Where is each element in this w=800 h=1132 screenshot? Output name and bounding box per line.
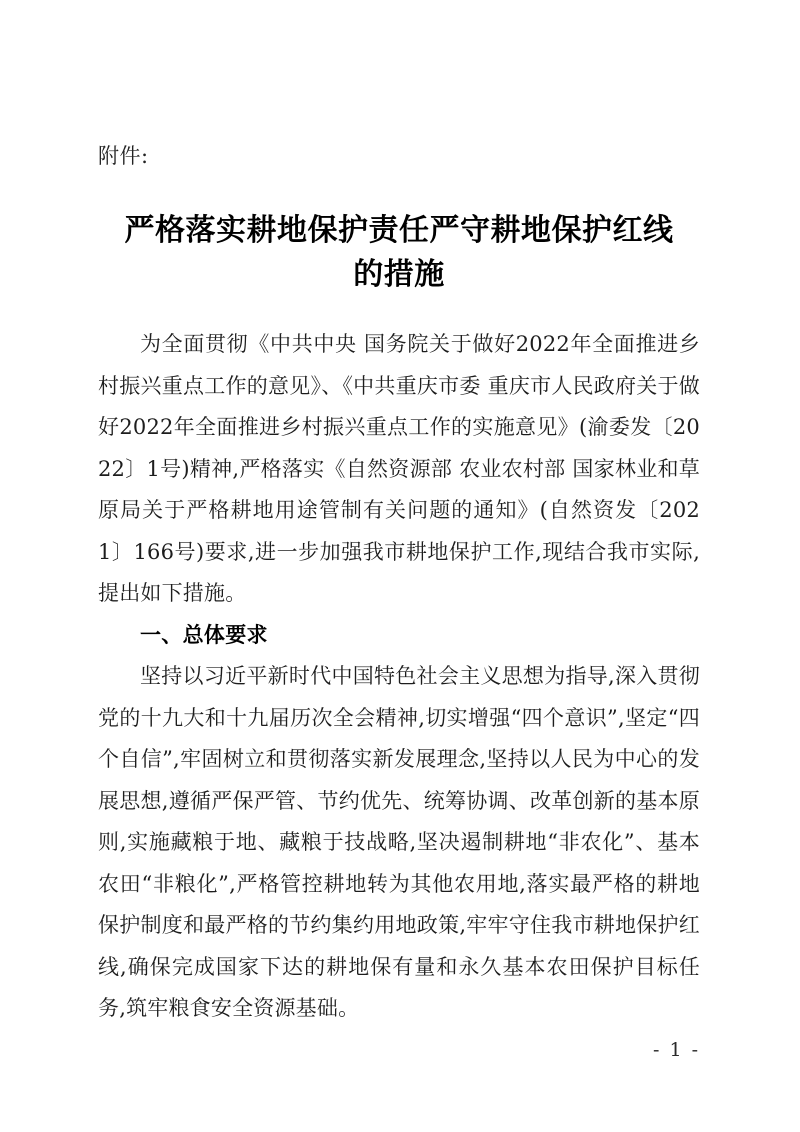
page-title-line-1: 严格落实耕地保护责任严守耕地保护红线: [124, 213, 674, 248]
paragraph-preamble: 为全面贯彻《中共中央 国务院关于做好2022年全面推进乡村振兴重点工作的意见》、《中共重庆市委 重庆市人民政府关于做好2022年全面推进乡村振兴重点工作的实施意见》(渝委发〔2022〕1号)精神,严格落实《自然资源部 农业农村部 国家林业和草原局关于严格耕地用途管制有关问题的通知》(自然资发〔2021〕166号)要求,进一步加强我市耕地保护工作,现结合我市实际,提出如下措施。: [98, 332, 700, 605]
page-number: - 1 -: [652, 1039, 700, 1061]
section-heading-general-requirements: 一、总体要求: [140, 622, 268, 647]
document-content-column: [98, 0, 700, 1030]
page-title: [98, 209, 700, 297]
attachment-label: 附件:: [98, 144, 149, 168]
paragraph-general-requirements: 坚持以习近平新时代中国特色社会主义思想为指导,深入贯彻党的十九大和十九届历次全会精神,切实增强“四个意识”,坚定“四个自信”,牢固树立和贯彻落实新发展理念,坚持以人民为中心的发展思想,遵循严保严管、节约优先、统筹协调、改革创新的基本原则,实施藏粮于地、藏粮于技战略,坚决遏制耕地“非农化”、基本农田“非粮化”,严格管控耕地转为其他农用地,落实最严格的耕地保护制度和最严格的节约集约用地政策,牢牢守住我市耕地保护红线,确保完成国家下达的耕地保有量和永久基本农田保护目标任务,筑牢粮食安全资源基础。: [98, 664, 700, 1020]
page-title-line-2: 的措施: [353, 257, 445, 292]
